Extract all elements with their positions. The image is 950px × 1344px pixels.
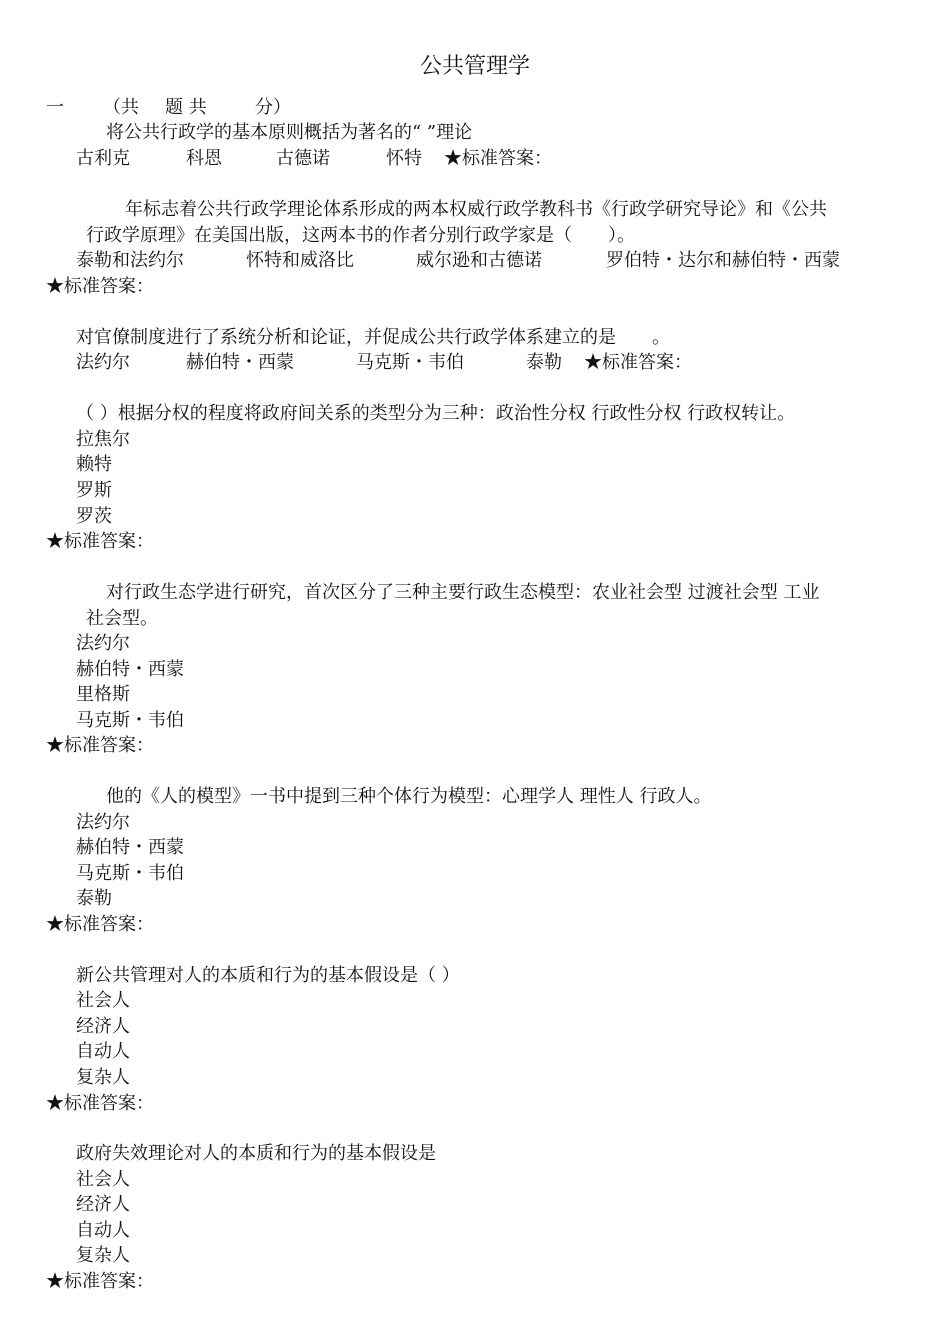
- option-c: 古德诺: [276, 148, 330, 169]
- option-b: 怀特和威洛比: [246, 250, 354, 271]
- option-a: 拉焦尔: [76, 429, 130, 450]
- option-c: 里格斯: [76, 684, 130, 705]
- option-d: 罗伯特・达尔和赫伯特・西蒙: [606, 250, 840, 271]
- option-b: 赫伯特・西蒙: [76, 837, 184, 858]
- option-c: 自动人: [76, 1220, 130, 1241]
- option-b: 经济人: [76, 1016, 130, 1037]
- page-title: 公共管理学: [419, 54, 530, 79]
- option-b: 科恩: [186, 148, 222, 169]
- answer-label: ★标准答案：: [46, 914, 154, 935]
- option-b: 赫伯特・西蒙: [186, 352, 294, 373]
- answer-label: ★标准答案：: [584, 352, 692, 373]
- option-c: 马克斯・韦伯: [356, 352, 464, 373]
- section-ti: 题 共: [165, 97, 207, 118]
- answer-label: ★标准答案：: [46, 531, 154, 552]
- option-c: 自动人: [76, 1041, 130, 1062]
- question-2-stem-cont: 行政学原理》在美国出版，这两本书的作者分别行政学家是（ ）。: [86, 225, 635, 246]
- option-d: 马克斯・韦伯: [76, 710, 184, 731]
- option-a: 古利克: [76, 148, 130, 169]
- option-d: 罗茨: [76, 506, 112, 527]
- question-1-stem: 将公共行政学的基本原则概括为著名的“ ”理论: [106, 122, 473, 143]
- section-fen: 分）: [255, 97, 291, 118]
- option-c: 马克斯・韦伯: [76, 863, 184, 884]
- option-a: 社会人: [76, 1169, 130, 1190]
- option-a: 法约尔: [76, 352, 130, 373]
- option-d: 复杂人: [76, 1245, 130, 1266]
- option-b: 赖特: [76, 454, 112, 475]
- question-7-stem: 新公共管理对人的本质和行为的基本假设是（ ）: [76, 965, 460, 986]
- question-3-stem: 对官僚制度进行了系统分析和论证，并促成公共行政学体系建立的是 。: [76, 327, 670, 348]
- option-c: 罗斯: [76, 480, 112, 501]
- answer-label: ★标准答案：: [46, 735, 154, 756]
- question-5-stem-cont: 社会型。: [86, 608, 158, 629]
- option-a: 法约尔: [76, 812, 130, 833]
- option-d: 复杂人: [76, 1067, 130, 1088]
- question-5-stem: 对行政生态学进行研究，首次区分了三种主要行政生态模型：农业社会型 过渡社会型 工业: [106, 582, 820, 603]
- option-a: 法约尔: [76, 633, 130, 654]
- section-number: 一: [46, 97, 64, 118]
- question-4-stem: （ ）根据分权的程度将政府间关系的类型分为三种：政治性分权 行政性分权 行政权转让。: [76, 403, 796, 424]
- question-8-stem: 政府失效理论对人的本质和行为的基本假设是: [76, 1143, 436, 1164]
- option-d: 泰勒: [76, 888, 112, 909]
- question-2-stem: 年标志着公共行政学理论体系形成的两本权威行政学教科书《行政学研究导论》和《公共: [125, 199, 827, 220]
- option-d: 泰勒: [526, 352, 562, 373]
- option-a: 泰勒和法约尔: [76, 250, 184, 271]
- option-b: 经济人: [76, 1194, 130, 1215]
- answer-label: ★标准答案：: [46, 1271, 154, 1292]
- answer-label: ★标准答案：: [444, 148, 552, 169]
- question-6-stem: 他的《人的模型》一书中提到三种个体行为模型：心理学人 理性人 行政人。: [106, 786, 712, 807]
- option-c: 威尔逊和古德诺: [416, 250, 542, 271]
- option-d: 怀特: [386, 148, 422, 169]
- answer-label: ★标准答案：: [46, 276, 154, 297]
- option-a: 社会人: [76, 990, 130, 1011]
- option-b: 赫伯特・西蒙: [76, 659, 184, 680]
- section-paren: （共: [103, 97, 139, 118]
- answer-label: ★标准答案：: [46, 1093, 154, 1114]
